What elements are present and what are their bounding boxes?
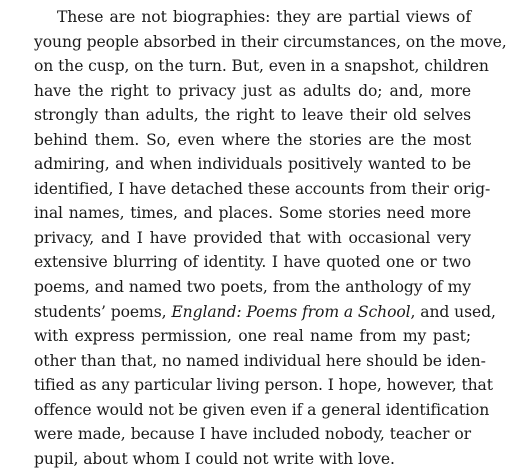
text-run: , and used, [410,302,496,321]
text-line: behind them. So, even where the stories are the most [34,130,471,149]
text-line: on the cusp, on the turn. But, even in a snapshot, children [34,57,489,76]
text-line: have the right to privacy just as adults do; and, more [34,81,471,100]
text-line [34,300,496,325]
text-line: poems, and named two poets, from the anthology of my [34,278,471,297]
text-line: inal names, times, and places. Some stories need more [34,204,471,223]
text-line: These are not biographies: they are partial views of [57,8,471,26]
text-line: admiring, and when individuals positively wanted to be [34,155,471,174]
text-line: offence would not be given even if a general identification [34,400,490,419]
text-line: privacy, and I have provided that with occasional very [34,228,471,247]
text-line: were made, because I have included nobody, teacher or [34,425,471,444]
text-line: strongly than adults, the right to leave their old selves [34,106,471,125]
text-line: young people absorbed in their circumstances, on the move, [34,32,507,51]
body-paragraph [34,5,507,471]
text-line: other than that, no named individual here should be iden- [34,351,486,370]
text-line: pupil, about whom I could not write with love. [34,449,395,468]
text-line: tified as any particular living person. I hope, however, that [34,376,493,395]
text-run: students’ poems, [34,302,172,321]
text-line: with express permission, one real name from my past; [34,327,471,346]
text-line: extensive blurring of identity. I have quoted one or two [34,253,471,272]
anthology-title: England: Poems from a School [171,302,411,321]
text-line: identified, I have detached these accounts from their orig- [34,179,491,198]
